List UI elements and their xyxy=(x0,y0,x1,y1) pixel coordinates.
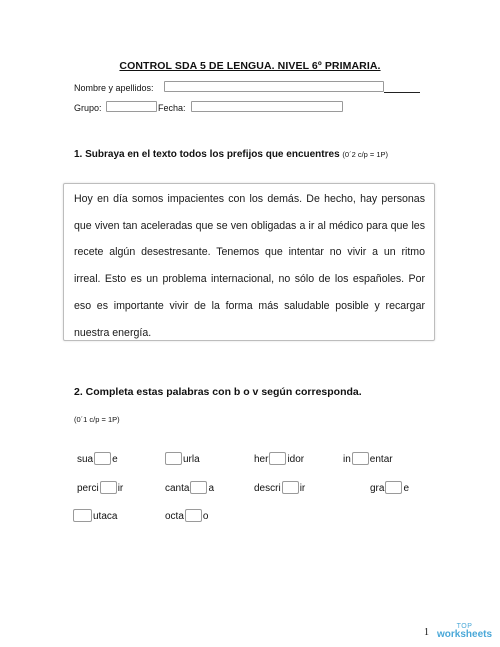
word-item xyxy=(165,509,208,522)
letter-input-box[interactable] xyxy=(282,481,299,494)
exercise-1-points: (0´2 c/p = 1P) xyxy=(342,150,389,159)
word-suffix: ir xyxy=(117,483,124,494)
word-suffix: a xyxy=(208,483,215,494)
logo-top-text: TOP xyxy=(456,623,473,630)
word-suffix: e xyxy=(403,483,410,494)
exercise-2-points: (0´1 c/p = 1P) xyxy=(74,415,120,424)
letter-input-box[interactable] xyxy=(385,481,402,494)
letter-input-box[interactable] xyxy=(73,509,92,522)
date-label: Fecha: xyxy=(158,103,186,113)
word-item xyxy=(165,481,214,494)
word-suffix: entar xyxy=(369,454,393,465)
word-prefix: canta xyxy=(165,483,190,494)
group-label: Grupo: xyxy=(74,103,102,113)
date-field[interactable] xyxy=(191,101,343,112)
exercise-2-heading: 2. Completa estas palabras con b o v según corresponda. xyxy=(74,386,362,398)
word-suffix: urla xyxy=(183,454,200,465)
word-prefix: octa xyxy=(165,511,184,522)
letter-input-box[interactable] xyxy=(94,452,111,465)
page-title: CONTROL SDA 5 DE LENGUA. NIVEL 6º PRIMARIA. xyxy=(119,60,381,72)
word-item xyxy=(254,481,305,494)
word-suffix: ir xyxy=(299,483,306,494)
topworksheets-logo[interactable] xyxy=(437,623,492,640)
letter-input-box[interactable] xyxy=(165,452,182,465)
letter-input-box[interactable] xyxy=(100,481,117,494)
name-label: Nombre y apellidos: xyxy=(74,83,154,93)
word-suffix: e xyxy=(112,454,118,465)
word-suffix: utaca xyxy=(93,511,118,522)
word-suffix: o xyxy=(202,511,209,522)
page-number: 1 xyxy=(424,627,429,638)
word-prefix: her xyxy=(254,454,269,465)
exercise-1-heading xyxy=(74,149,388,160)
word-suffix: idor xyxy=(287,454,305,465)
word-item xyxy=(165,452,200,465)
word-item xyxy=(370,481,409,494)
letter-input-box[interactable] xyxy=(190,481,207,494)
letter-input-box[interactable] xyxy=(352,452,369,465)
word-item xyxy=(77,452,118,465)
exercise-1-text-box[interactable] xyxy=(63,183,435,341)
letter-input-box[interactable] xyxy=(185,509,202,522)
word-item xyxy=(254,452,304,465)
word-prefix: perci xyxy=(77,483,99,494)
name-underline xyxy=(384,92,420,93)
word-prefix: gra xyxy=(370,483,385,494)
group-field[interactable] xyxy=(106,101,157,112)
logo-main-text: worksheets xyxy=(437,629,493,640)
exercise-1-title: 1. Subraya en el texto todos los prefijos que encuentres xyxy=(74,149,340,160)
word-item xyxy=(343,452,393,465)
word-prefix: sua xyxy=(77,454,94,465)
letter-input-box[interactable] xyxy=(269,452,286,465)
exercise-1-text: Hoy en día somos impacientes con los demás. De hecho, hay personas que viven tan aceleradas que se ven obligadas a ir al médico para que les recete algún desestresante. Tenemos que intentar no vivir a un ritmo irreal. Esto es un problema internacional, no sólo de los españoles. Por eso es importante vivir de la forma más saludable posible y recargar nuestra energía. xyxy=(74,193,425,339)
name-field[interactable] xyxy=(164,81,384,92)
word-item xyxy=(73,509,117,522)
word-item xyxy=(77,481,123,494)
word-prefix: descri xyxy=(254,483,281,494)
word-prefix: in xyxy=(343,454,351,465)
